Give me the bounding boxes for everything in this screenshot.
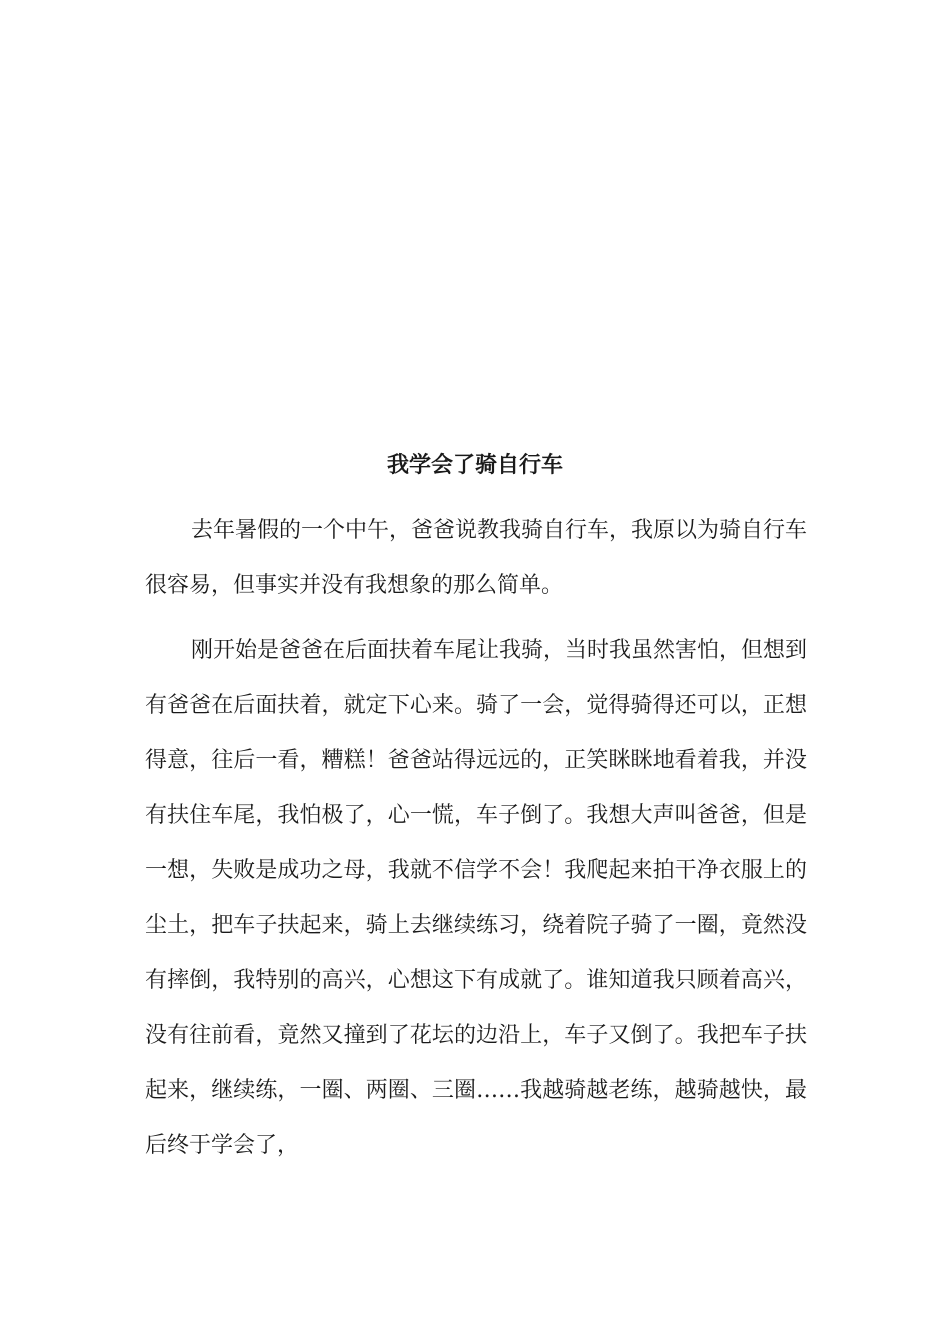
paragraph-2: 刚开始是爸爸在后面扶着车尾让我骑，当时我虽然害怕，但想到有爸爸在后面扶着，就定下心来。骑了一会，觉得骑得还可以，正想得意，往后一看，糟糕！爸爸站得远远的，正笑眯眯地看着我，并没有扶住车尾，我怕极了，心一慌，车子倒了。我想大声叫爸爸，但是一想，失败是成功之母，我就不信学不会！我爬起来拍干净衣服上的尘土，把车子扶起来，骑上去继续练习，绕着院子骑了一圈，竟然没有摔倒，我特别的高兴，心想这下有成就了。谁知道我只顾着高兴，没有往前看，竟然又撞到了花坛的边沿上，车子又倒了。我把车子扶起来，继续练，一圈、两圈、三圈……我越骑越老练，越骑越快，最后终于学会了， [145, 638, 808, 1158]
paragraph-1: 去年暑假的一个中午，爸爸说教我骑自行车，我原以为骑自行车很容易，但事实并没有我想象的那么简单。 [145, 518, 808, 598]
document-title: 我学会了骑自行车 [386, 452, 563, 478]
